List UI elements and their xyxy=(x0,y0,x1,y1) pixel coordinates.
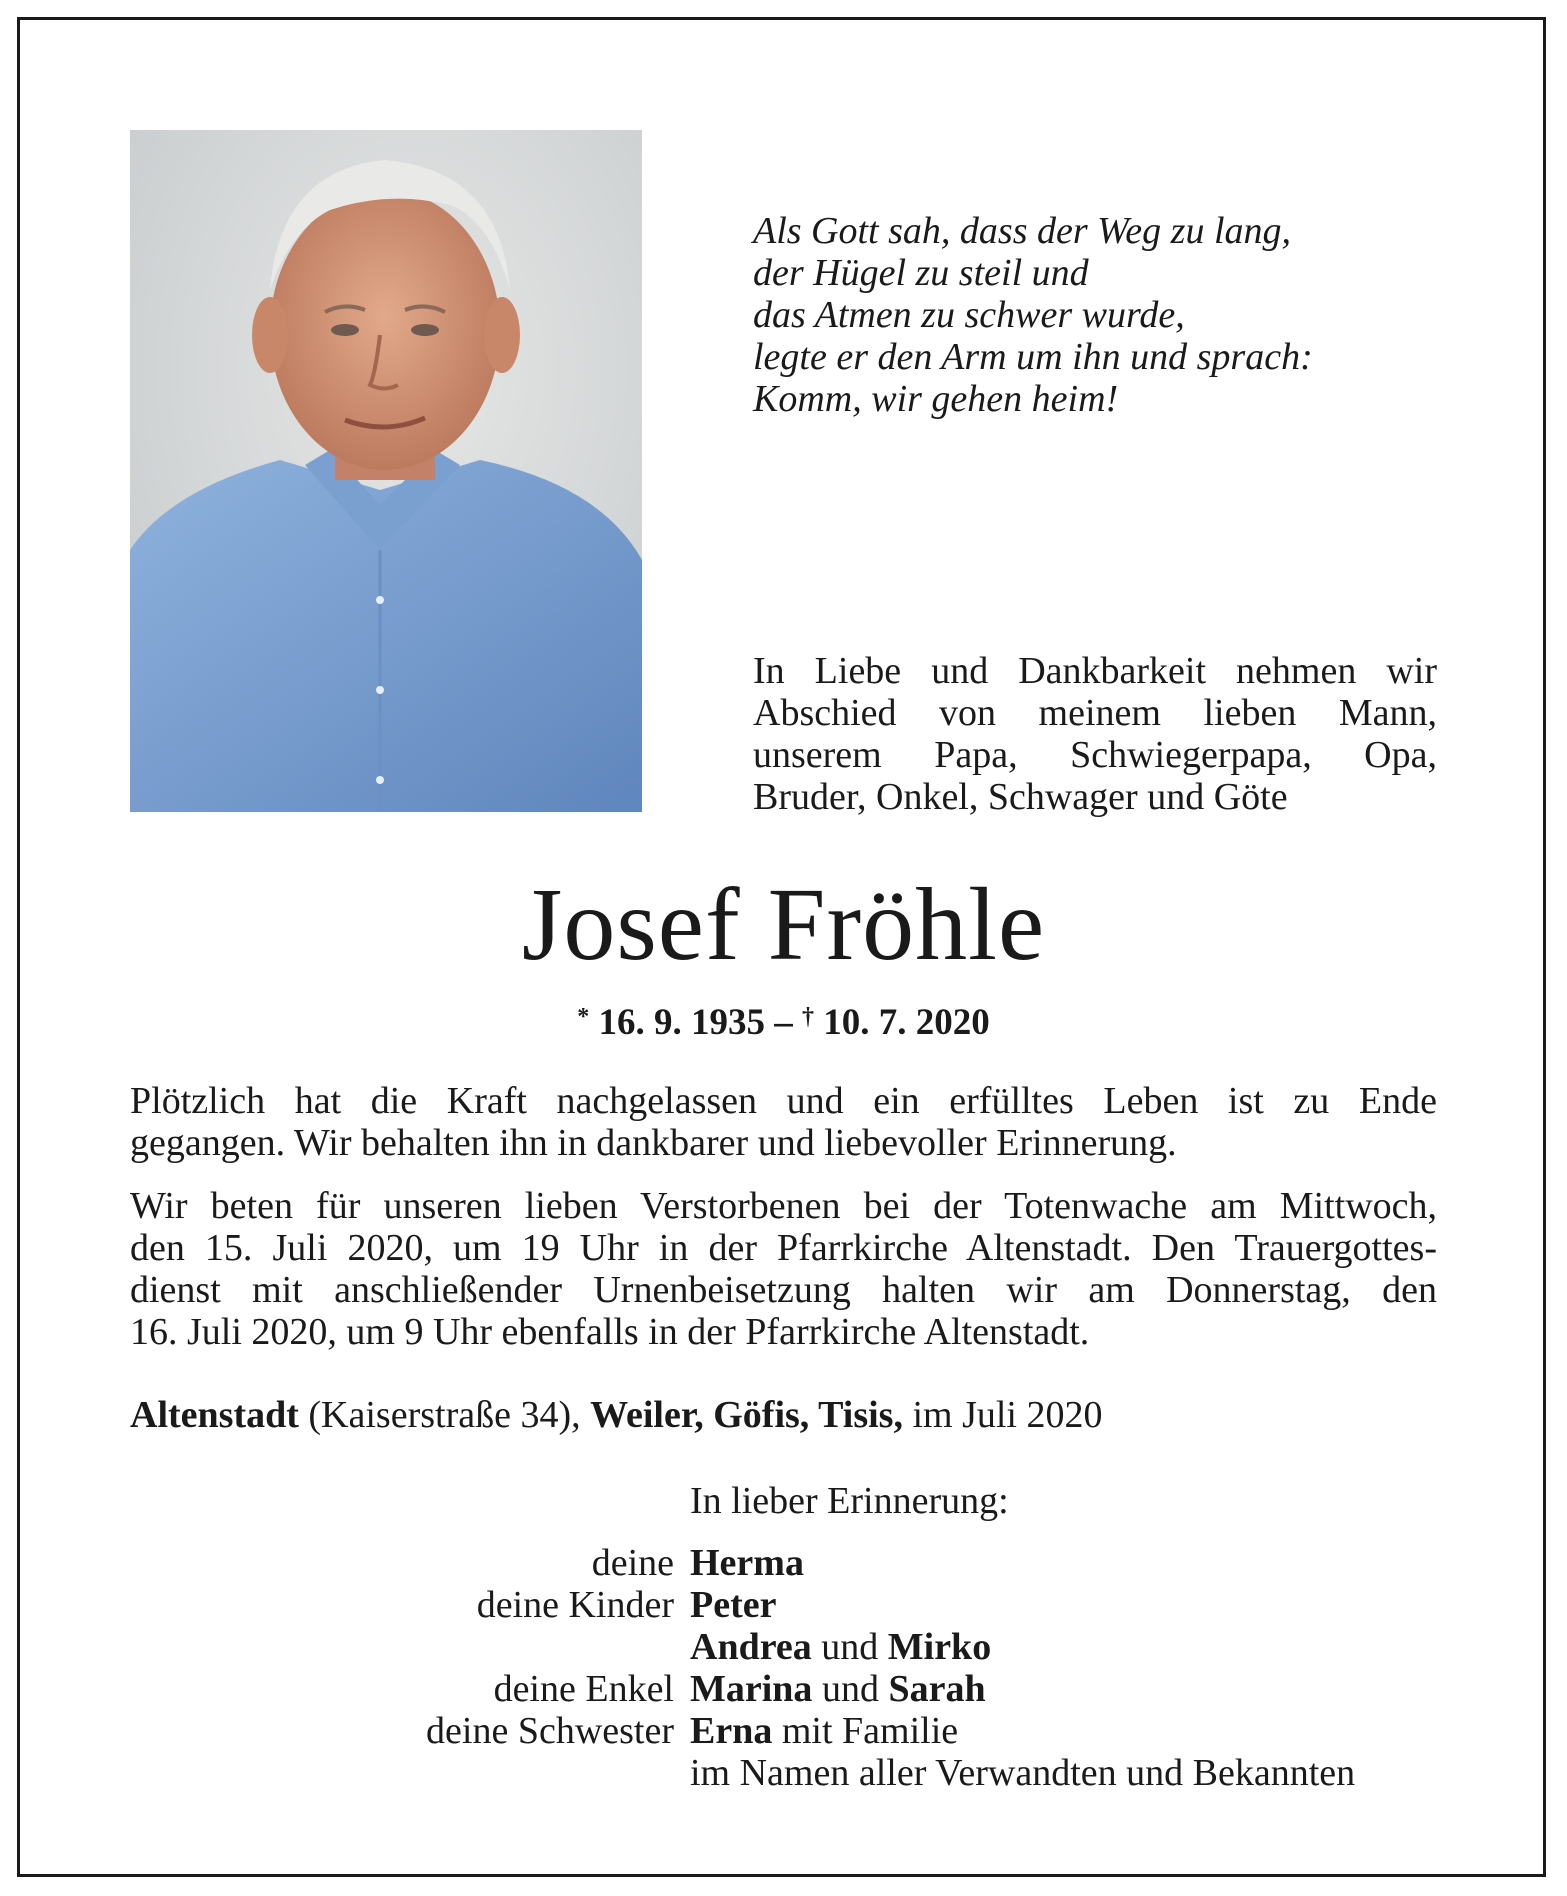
mourner-row xyxy=(0,1668,1567,1710)
poem-line: Komm, wir gehen heim! xyxy=(753,378,1119,420)
date-separator: – xyxy=(774,1002,793,1043)
life-dates xyxy=(0,995,1567,1045)
poem-line: legte er den Arm um ihn und sprach: xyxy=(753,336,1313,378)
death-symbol: † xyxy=(802,1004,814,1030)
memory-heading: In lieber Erinnerung: xyxy=(690,1480,1009,1522)
intro-line: In Liebe und Dankbarkeit nehmen wir xyxy=(753,650,1437,692)
intro-line: Abschied von meinem lieben Mann, xyxy=(753,692,1437,734)
mourner-relation: deine Enkel xyxy=(493,1668,674,1710)
mourner-row xyxy=(0,1626,1567,1668)
mourner-name: Peter xyxy=(690,1584,777,1626)
intro-line: Bruder, Onkel, Schwager und Göte xyxy=(753,776,1288,818)
mourner-joiner: und xyxy=(812,1668,889,1710)
mourner-relation: deine Schwester xyxy=(426,1710,674,1752)
mourner-closing-row xyxy=(0,1752,1567,1794)
mourner-name: Mirko xyxy=(887,1626,992,1668)
mourner-name: Erna xyxy=(690,1710,773,1752)
paragraph-farewell xyxy=(130,1080,1437,1164)
mourner-row xyxy=(0,1710,1567,1752)
place-town: Altenstadt xyxy=(130,1394,299,1436)
place-date-line xyxy=(130,1394,1437,1436)
place-date: im Juli 2020 xyxy=(902,1394,1103,1436)
paragraph-service xyxy=(130,1185,1437,1353)
mourner-row xyxy=(0,1584,1567,1626)
paragraph-line: dienst mit anschließender Urnenbeisetzung halten wir am Donnerstag, den xyxy=(130,1269,1437,1311)
mourner-joiner: und xyxy=(811,1626,888,1668)
mourner-name: Marina xyxy=(690,1668,813,1710)
poem-line: Als Gott sah, dass der Weg zu lang, xyxy=(753,210,1292,252)
birth-date: 16. 9. 1935 xyxy=(598,1002,765,1043)
mourner-name: Herma xyxy=(690,1542,804,1584)
mourner-relation: deine xyxy=(591,1542,674,1584)
poem-line: der Hügel zu steil und xyxy=(753,252,1089,294)
intro-line: unserem Papa, Schwiegerpapa, Opa, xyxy=(753,734,1437,776)
paragraph-line: gegangen. Wir behalten ihn in dankbarer und liebevoller Erinnerung. xyxy=(130,1122,1177,1164)
paragraph-line: Wir beten für unseren lieben Verstorbenen bei der Totenwache am Mittwoch, xyxy=(130,1185,1437,1227)
poem-line: das Atmen zu schwer wurde, xyxy=(753,294,1185,336)
mourner-name: Andrea xyxy=(690,1626,812,1668)
mourner-closing: im Namen aller Verwandten und Bekannten xyxy=(690,1752,1356,1794)
place-others: Weiler, Göfis, Tisis, xyxy=(590,1394,903,1436)
portrait-photo xyxy=(130,130,642,812)
portrait-illustration xyxy=(130,130,642,812)
mourner-relation: deine Kinder xyxy=(476,1584,674,1626)
mourner-joiner: mit Familie xyxy=(772,1710,959,1752)
paragraph-line: den 15. Juli 2020, um 19 Uhr in der Pfarrkirche Altenstadt. Den Trauergottes- xyxy=(130,1227,1437,1269)
birth-symbol: * xyxy=(577,1004,590,1030)
poem xyxy=(753,210,1453,420)
mourner-row xyxy=(0,1542,1567,1584)
death-date: 10. 7. 2020 xyxy=(823,1002,990,1043)
paragraph-line: 16. Juli 2020, um 9 Uhr ebenfalls in der Pfarrkirche Altenstadt. xyxy=(130,1311,1090,1353)
place-address: (Kaiserstraße 34), xyxy=(298,1394,591,1436)
mourner-name: Sarah xyxy=(888,1668,986,1710)
deceased-name: Josef Fröhle xyxy=(521,867,1046,982)
intro-text xyxy=(753,650,1437,818)
paragraph-line: Plötzlich hat die Kraft nachgelassen und ein erfülltes Leben ist zu Ende xyxy=(130,1080,1437,1122)
